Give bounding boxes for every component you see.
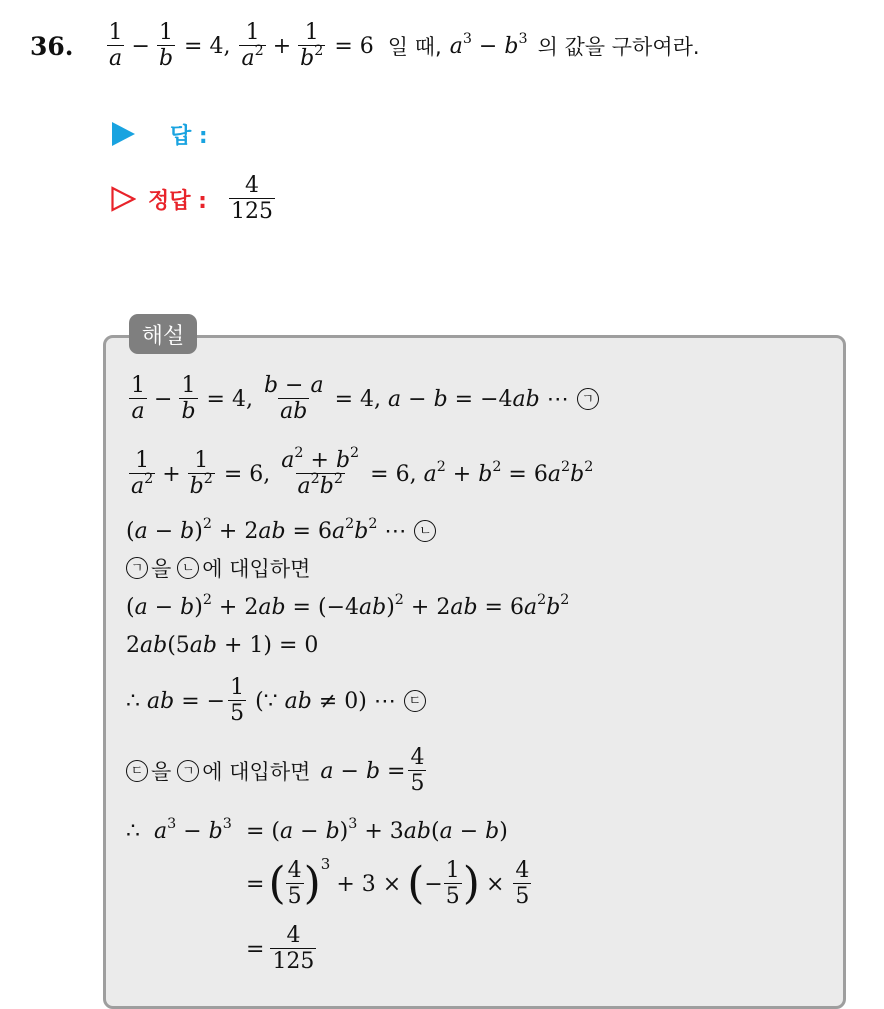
step-text: 에 대입하면 xyxy=(202,557,311,581)
step-text: 을 xyxy=(151,557,172,581)
solution-line-2: $\frac{1}{a^2}$ + $\frac{1}{b^2}$ = 6, $\frac{a^2 + b^2}{a^2b^2}$ = 6, $a^2 + b^2 = 6a^2b^2$ xyxy=(131,444,594,499)
answer-line xyxy=(110,118,208,150)
problem-ask: 의 값을 구하여라. xyxy=(537,35,700,59)
step-text: 을 xyxy=(151,760,172,784)
solution-line-7: ∴ ab = − $\frac{1}{5}$ (∵ ab ≠ 0) ⋯ ㄷ xyxy=(126,667,429,735)
correct-answer-value xyxy=(229,174,275,224)
correct-answer-label: 정답 : xyxy=(148,188,207,214)
correct-answer-line xyxy=(110,168,278,230)
solution-line-8: ㄷ 을 ㄱ 에 대입하면 a − b = $\frac{4}{5}$ xyxy=(126,737,429,805)
math-frac: $\frac{1}{a^2}$ xyxy=(241,19,264,71)
solution-line-10: = ( $\frac{4}{5}$ ) 3 + 3 × ( − $\frac{1}{5}$ ) × $\frac{4}{5}$ xyxy=(246,855,530,909)
filled-triangle-icon xyxy=(110,121,136,147)
solution-line-4 xyxy=(126,551,310,585)
solution-line-1: $\frac{1}{a}$ − $\frac{1}{b}$ = 4, $\frac{b - a}{ab}$ = 4, a − b = −4ab ⋯ ㄱ xyxy=(126,365,602,433)
solution-line-6: 2ab(5ab + 1) = 0 xyxy=(126,632,319,658)
circled-digeut-icon: ㄷ xyxy=(404,690,426,712)
math-frac: $\frac{1}{b^2}$ xyxy=(300,19,324,71)
problem-number: 36. xyxy=(30,31,74,61)
circled-nieun-icon: ㄴ xyxy=(177,557,199,579)
solution-line-3: $(a - b)^2 + 2ab = 6a^2b^2$ ⋯ ㄴ xyxy=(126,513,439,549)
circled-digeut-icon: ㄷ xyxy=(126,760,148,782)
circled-nieun-icon: ㄴ xyxy=(414,520,436,542)
solution-line-9: ∴ $a^3 - b^3$ = $(a - b)^3 + 3ab(a - b)$ xyxy=(126,815,508,844)
solution-tab xyxy=(129,314,197,354)
solution-content xyxy=(126,365,826,995)
circled-giyeok-icon: ㄱ xyxy=(126,557,148,579)
outline-triangle-icon xyxy=(110,186,136,212)
math-frac: $\frac{1}{b}$ xyxy=(158,19,174,71)
answer-label: 답 : xyxy=(170,123,208,149)
solution-line-11: = $\frac{4}{125}$ xyxy=(246,922,315,974)
solution-title: 해설 xyxy=(141,323,185,349)
problem-condition: 일 때, xyxy=(387,35,442,59)
solution-line-5: $(a - b)^2 + 2ab = (-4ab)^2 + 2ab = 6a^2b^2$ xyxy=(126,591,570,620)
answer-numerator: 4 xyxy=(244,172,259,198)
circled-giyeok-icon: ㄱ xyxy=(577,388,599,410)
math-frac: $\frac{1}{a}$ xyxy=(108,19,123,71)
answer-denominator: 125 xyxy=(230,198,273,224)
problem-line: 36. $\frac{1}{a}$ − $\frac{1}{b}$ = 4, $\frac{1}{a^2}$ + $\frac{1}{b^2}$ = 6 일 때, $a^3 - b^3$ 의 값을 구하여라. xyxy=(30,19,700,71)
step-text: 에 대입하면 xyxy=(202,760,311,784)
circled-giyeok-icon: ㄱ xyxy=(177,760,199,782)
